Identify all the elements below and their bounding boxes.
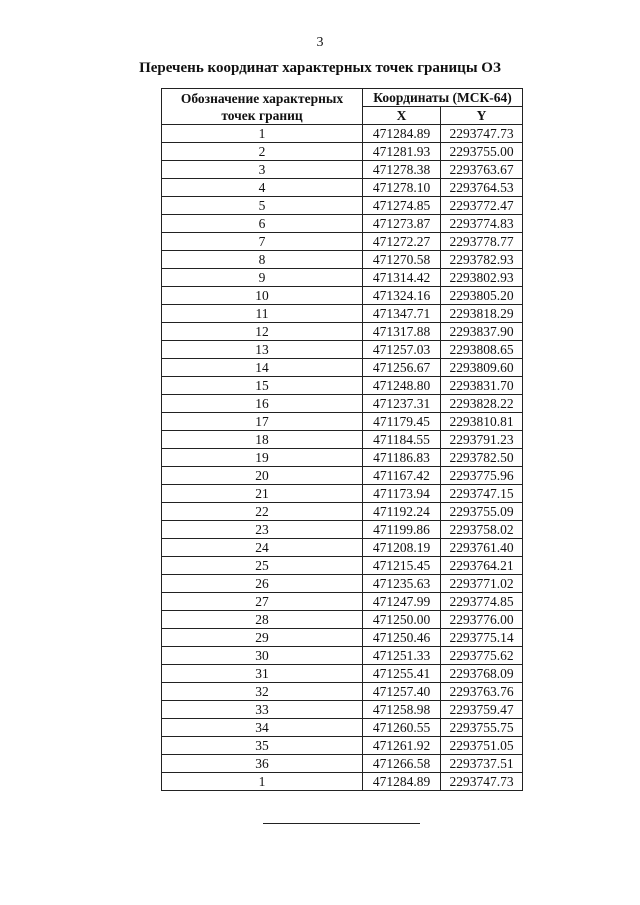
footer-divider <box>263 823 420 824</box>
table-row <box>162 179 523 197</box>
cell-point: 36 <box>162 755 363 773</box>
header-y: Y <box>441 107 523 125</box>
table-row <box>162 683 523 701</box>
header-x: X <box>363 107 441 125</box>
cell-x: 471235.63 <box>363 575 441 593</box>
cell-x: 471317.88 <box>363 323 441 341</box>
cell-point: 6 <box>162 215 363 233</box>
cell-y: 2293774.85 <box>441 593 523 611</box>
cell-y: 2293737.51 <box>441 755 523 773</box>
cell-x: 471284.89 <box>363 773 441 791</box>
cell-y: 2293809.60 <box>441 359 523 377</box>
cell-point: 18 <box>162 431 363 449</box>
cell-x: 471281.93 <box>363 143 441 161</box>
table-row <box>162 269 523 287</box>
table-row <box>162 755 523 773</box>
cell-x: 471251.33 <box>363 647 441 665</box>
cell-point: 22 <box>162 503 363 521</box>
cell-point: 12 <box>162 323 363 341</box>
cell-y: 2293764.53 <box>441 179 523 197</box>
cell-point: 3 <box>162 161 363 179</box>
cell-point: 20 <box>162 467 363 485</box>
cell-y: 2293755.75 <box>441 719 523 737</box>
cell-point: 1 <box>162 125 363 143</box>
cell-y: 2293755.00 <box>441 143 523 161</box>
cell-x: 471173.94 <box>363 485 441 503</box>
cell-y: 2293747.73 <box>441 125 523 143</box>
table-row <box>162 197 523 215</box>
cell-y: 2293763.76 <box>441 683 523 701</box>
cell-x: 471314.42 <box>363 269 441 287</box>
table-body <box>162 125 523 791</box>
cell-y: 2293761.40 <box>441 539 523 557</box>
cell-y: 2293810.81 <box>441 413 523 431</box>
table-row <box>162 161 523 179</box>
cell-point: 33 <box>162 701 363 719</box>
cell-x: 471208.19 <box>363 539 441 557</box>
cell-point: 26 <box>162 575 363 593</box>
table-row <box>162 521 523 539</box>
table-row <box>162 539 523 557</box>
cell-y: 2293837.90 <box>441 323 523 341</box>
cell-x: 471272.27 <box>363 233 441 251</box>
header-points-line1: Обозначение характерных <box>180 90 344 106</box>
cell-x: 471257.40 <box>363 683 441 701</box>
cell-point: 31 <box>162 665 363 683</box>
table-row <box>162 413 523 431</box>
cell-x: 471273.87 <box>363 215 441 233</box>
table-row <box>162 323 523 341</box>
table-row <box>162 647 523 665</box>
cell-x: 471184.55 <box>363 431 441 449</box>
header-points-line2: точек границ <box>221 107 303 123</box>
cell-point: 29 <box>162 629 363 647</box>
cell-point: 23 <box>162 521 363 539</box>
cell-y: 2293828.22 <box>441 395 523 413</box>
cell-point: 10 <box>162 287 363 305</box>
table-row <box>162 305 523 323</box>
table-row <box>162 575 523 593</box>
table-row <box>162 341 523 359</box>
cell-x: 471247.99 <box>363 593 441 611</box>
cell-point: 14 <box>162 359 363 377</box>
cell-y: 2293776.00 <box>441 611 523 629</box>
cell-y: 2293775.96 <box>441 467 523 485</box>
cell-point: 28 <box>162 611 363 629</box>
table-header <box>162 89 523 125</box>
header-coordinates: Координаты (МСК-64) <box>363 89 523 107</box>
table-row <box>162 629 523 647</box>
cell-point: 13 <box>162 341 363 359</box>
cell-x: 471278.10 <box>363 179 441 197</box>
page-number: 3 <box>316 35 324 50</box>
coordinates-table <box>161 88 523 791</box>
cell-y: 2293771.02 <box>441 575 523 593</box>
table-row <box>162 611 523 629</box>
cell-y: 2293775.14 <box>441 629 523 647</box>
cell-y: 2293791.23 <box>441 431 523 449</box>
table-row <box>162 125 523 143</box>
cell-x: 471324.16 <box>363 287 441 305</box>
cell-y: 2293764.21 <box>441 557 523 575</box>
table-row <box>162 701 523 719</box>
cell-x: 471266.58 <box>363 755 441 773</box>
table-row <box>162 233 523 251</box>
cell-y: 2293802.93 <box>441 269 523 287</box>
header-point-designation <box>162 89 363 125</box>
cell-point: 5 <box>162 197 363 215</box>
table-row <box>162 485 523 503</box>
cell-point: 19 <box>162 449 363 467</box>
cell-point: 7 <box>162 233 363 251</box>
cell-point: 21 <box>162 485 363 503</box>
cell-x: 471192.24 <box>363 503 441 521</box>
cell-y: 2293805.20 <box>441 287 523 305</box>
table-row <box>162 593 523 611</box>
cell-x: 471186.83 <box>363 449 441 467</box>
cell-x: 471274.85 <box>363 197 441 215</box>
table-row <box>162 431 523 449</box>
cell-point: 8 <box>162 251 363 269</box>
cell-point: 32 <box>162 683 363 701</box>
table-row <box>162 557 523 575</box>
cell-point: 2 <box>162 143 363 161</box>
cell-y: 2293763.67 <box>441 161 523 179</box>
cell-x: 471237.31 <box>363 395 441 413</box>
cell-x: 471278.38 <box>363 161 441 179</box>
table-row <box>162 737 523 755</box>
document-title: Перечень координат характерных точек границы ОЗ <box>139 60 501 76</box>
cell-point: 24 <box>162 539 363 557</box>
table-row <box>162 143 523 161</box>
cell-x: 471260.55 <box>363 719 441 737</box>
cell-point: 16 <box>162 395 363 413</box>
cell-x: 471256.67 <box>363 359 441 377</box>
table-row <box>162 215 523 233</box>
cell-y: 2293751.05 <box>441 737 523 755</box>
cell-y: 2293758.02 <box>441 521 523 539</box>
cell-y: 2293778.77 <box>441 233 523 251</box>
cell-x: 471215.45 <box>363 557 441 575</box>
cell-point: 11 <box>162 305 363 323</box>
cell-y: 2293768.09 <box>441 665 523 683</box>
cell-x: 471257.03 <box>363 341 441 359</box>
cell-point: 34 <box>162 719 363 737</box>
cell-x: 471167.42 <box>363 467 441 485</box>
cell-y: 2293808.65 <box>441 341 523 359</box>
cell-y: 2293774.83 <box>441 215 523 233</box>
table-row <box>162 395 523 413</box>
cell-y: 2293747.15 <box>441 485 523 503</box>
cell-point: 30 <box>162 647 363 665</box>
table-row <box>162 287 523 305</box>
cell-y: 2293747.73 <box>441 773 523 791</box>
cell-y: 2293759.47 <box>441 701 523 719</box>
cell-point: 35 <box>162 737 363 755</box>
cell-point: 1 <box>162 773 363 791</box>
cell-x: 471255.41 <box>363 665 441 683</box>
cell-x: 471258.98 <box>363 701 441 719</box>
cell-x: 471261.92 <box>363 737 441 755</box>
table-row <box>162 377 523 395</box>
cell-point: 17 <box>162 413 363 431</box>
cell-point: 9 <box>162 269 363 287</box>
cell-x: 471250.46 <box>363 629 441 647</box>
header-row-main <box>162 89 523 107</box>
cell-y: 2293772.47 <box>441 197 523 215</box>
cell-x: 471199.86 <box>363 521 441 539</box>
cell-x: 471270.58 <box>363 251 441 269</box>
cell-y: 2293775.62 <box>441 647 523 665</box>
cell-y: 2293831.70 <box>441 377 523 395</box>
cell-point: 4 <box>162 179 363 197</box>
cell-x: 471179.45 <box>363 413 441 431</box>
cell-point: 25 <box>162 557 363 575</box>
table-row <box>162 665 523 683</box>
cell-x: 471248.80 <box>363 377 441 395</box>
cell-y: 2293782.93 <box>441 251 523 269</box>
table-row <box>162 359 523 377</box>
cell-x: 471250.00 <box>363 611 441 629</box>
table-row <box>162 719 523 737</box>
cell-x: 471347.71 <box>363 305 441 323</box>
cell-x: 471284.89 <box>363 125 441 143</box>
cell-point: 27 <box>162 593 363 611</box>
table-row <box>162 251 523 269</box>
cell-point: 15 <box>162 377 363 395</box>
cell-y: 2293782.50 <box>441 449 523 467</box>
cell-y: 2293755.09 <box>441 503 523 521</box>
cell-y: 2293818.29 <box>441 305 523 323</box>
table-row <box>162 773 523 791</box>
table-row <box>162 467 523 485</box>
table-row <box>162 449 523 467</box>
table-row <box>162 503 523 521</box>
